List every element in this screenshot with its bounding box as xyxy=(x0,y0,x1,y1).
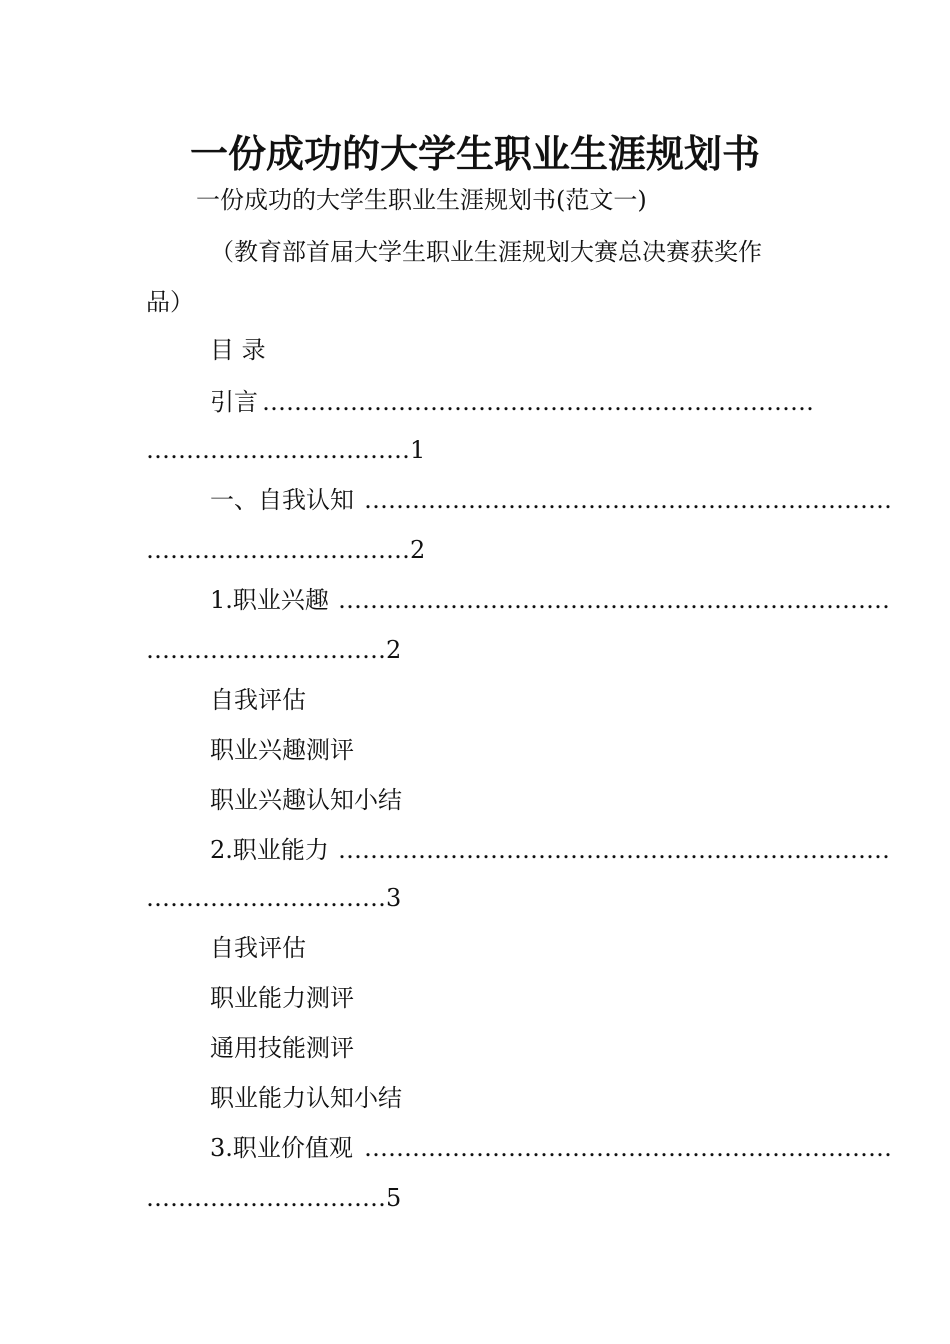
toc-sub-item: 自我评估 xyxy=(210,934,306,962)
toc-heading: 目 录 xyxy=(210,336,266,364)
award-note-line-2: 品） xyxy=(146,288,194,316)
toc-page-line: …………………………3 xyxy=(146,884,402,912)
toc-sub-item: 通用技能测评 xyxy=(210,1034,354,1062)
toc-item-label: 引言 xyxy=(210,388,258,416)
document-title: 一份成功的大学生职业生涯规划书 xyxy=(189,132,760,176)
toc-item-label: 2.职业能力 xyxy=(210,836,329,864)
toc-leader-dots: …………………………………………………………… xyxy=(338,586,890,614)
toc-page-line: …………………………5 xyxy=(146,1184,402,1212)
toc-item-label: 一、自我认知 xyxy=(210,486,354,514)
toc-sub-item: 自我评估 xyxy=(210,686,306,714)
document-subtitle: 一份成功的大学生职业生涯规划书(范文一) xyxy=(196,186,647,214)
toc-leader-dots: ………………………………………………………… xyxy=(364,1134,892,1162)
award-note-line-1: （教育部首届大学生职业生涯规划大赛总决赛获奖作 xyxy=(210,238,762,266)
toc-sub-item: 职业兴趣认知小结 xyxy=(210,786,402,814)
toc-leader-dots: ………………………………………………………… xyxy=(364,486,892,514)
toc-leader-dots: …………………………………………………………… xyxy=(338,836,890,864)
toc-page-line: …………………………2 xyxy=(146,636,402,664)
toc-sub-item: 职业能力认知小结 xyxy=(210,1084,402,1112)
toc-item-label: 1.职业兴趣 xyxy=(210,586,329,614)
toc-page-line: ……………………………1 xyxy=(146,436,426,464)
toc-item-label: 3.职业价值观 xyxy=(210,1134,353,1162)
toc-page-line: ……………………………2 xyxy=(146,536,426,564)
toc-sub-item: 职业能力测评 xyxy=(210,984,354,1012)
toc-sub-item: 职业兴趣测评 xyxy=(210,736,354,764)
toc-leader-dots: …………………………………………………………… xyxy=(262,388,814,416)
